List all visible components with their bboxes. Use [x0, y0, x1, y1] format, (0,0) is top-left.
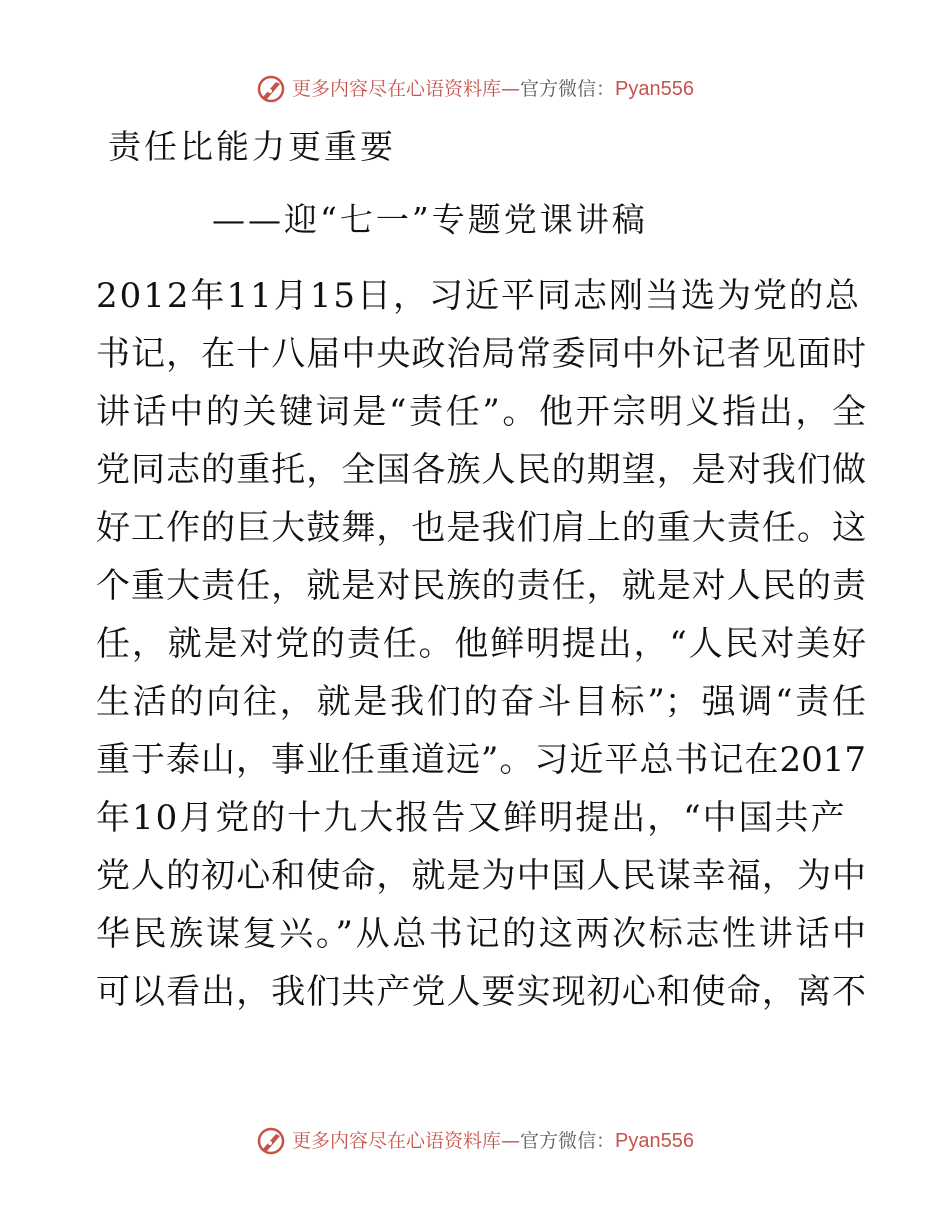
watermark-label: 官方微信：: [520, 1130, 616, 1152]
body-line: 2012年11月15日，习近平同志刚当选为党的总: [96, 276, 862, 316]
body-line: 个重大责任，就是对民族的责任，就是对人民的责: [96, 566, 866, 606]
body-line: 年10月党的十九大报告又鲜明提出，“中国共产: [96, 798, 847, 838]
watermark-dash: —: [501, 1130, 521, 1152]
watermark-id: Pyan556: [615, 78, 694, 100]
body-line: 生活的向往，就是我们的奋斗目标”；强调“责任: [96, 682, 866, 722]
watermark-dash: —: [501, 78, 521, 100]
body-line: 讲话中的关键词是“责任”。他开宗明义指出，全: [96, 392, 866, 432]
body-line: 华民族谋复兴。”从总书记的这两次标志性讲话中: [96, 914, 866, 954]
document-body: [96, 270, 866, 1024]
watermark-id: Pyan556: [615, 1130, 694, 1152]
document-subtitle: ——迎“七一”专题党课讲稿: [212, 200, 648, 239]
watermark-label: 官方微信：: [520, 78, 616, 100]
pen-logo-icon: [256, 1126, 286, 1156]
body-line: 好工作的巨大鼓舞，也是我们肩上的重大责任。这: [96, 508, 866, 548]
body-line: 书记，在十八届中央政治局常委同中外记者见面时: [96, 334, 866, 374]
header-watermark: [0, 74, 950, 104]
footer-watermark: [0, 1126, 950, 1156]
body-line: 党同志的重托，全国各族人民的期望，是对我们做: [96, 450, 866, 490]
body-line: 党人的初心和使命，就是为中国人民谋幸福，为中: [96, 856, 866, 896]
body-line: 可以看出，我们共产党人要实现初心和使命，离不: [96, 972, 866, 1012]
body-line: 任，就是对党的责任。他鲜明提出，“人民对美好: [96, 624, 866, 664]
pen-logo-icon: [256, 74, 286, 104]
watermark-brand: 更多内容尽在心语资料库: [292, 1130, 502, 1152]
document-title: 责任比能力更重要: [108, 127, 396, 166]
watermark-brand: 更多内容尽在心语资料库: [292, 78, 502, 100]
body-line: 重于泰山，事业任重道远”。习近平总书记在2017: [96, 740, 866, 780]
